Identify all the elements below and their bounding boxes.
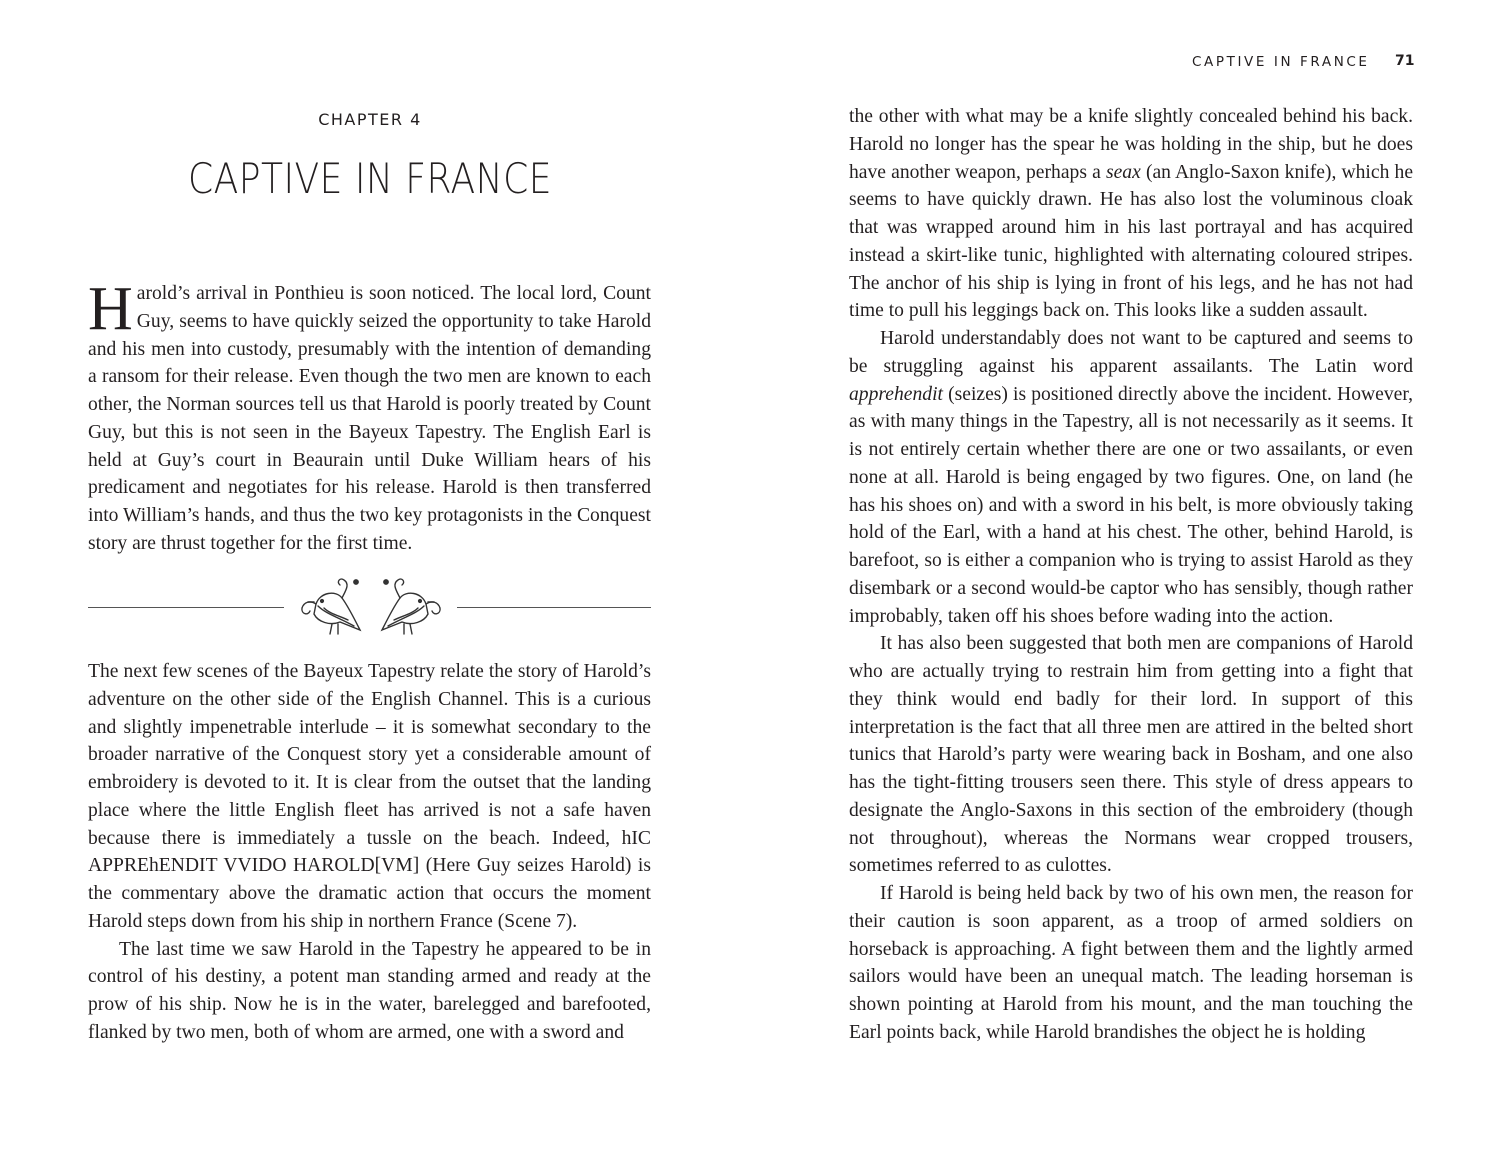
- right-page: [750, 0, 1500, 1151]
- page-number: 71: [1395, 53, 1415, 69]
- paragraph: It has also been suggested that both men are companions of Harold who are actually trying to restrain him from getting into a fight that they think would end badly for their lord. In support of this interpretation is the fact that all three men are attired in the belted short tunics that Harold’s party were wearing back in Bosham, and one also has the tight-fitting trousers seen there. This style of dress appears to designate the Anglo-Saxons in this section of the embroidery (though not throughout), whereas the Normans wear cropped trousers, sometimes referred to as culottes.: [849, 633, 1413, 877]
- ornament-rule-left: [88, 607, 284, 608]
- running-head: CAPTIVE IN FRANCE: [1192, 54, 1370, 70]
- text-run: Harold understandably does not want to be captured and seems to be struggling against his apparent assailants. The Latin word: [849, 328, 1413, 377]
- paragraph: The last time we saw Harold in the Tapestry he appeared to be in control of his destiny, a potent man standing armed and ready at the prow of his ship. Now he is in the water, barelegged and barefooted, flanked by two men, both of whom are armed, one with a sword and: [88, 938, 651, 1043]
- opening-paragraph-text: arold’s arrival in Ponthieu is soon noticed. The local lord, Count Guy, seems to have quickly seized the opportunity to take Harold and his men into custody, presumably with the intention of demanding a ransom for their release. Even though the two men are known to each other, the Norman sources tell us that Harold is poorly treated by Count Guy, but this is not seen in the Bayeux Tapestry. The English Earl is held at Guy’s court in Beaurain until Duke William hears of his predicament and negotiates for his release. Harold is then transferred into William’s hands, and thus the two key protagonists in the Conquest story are thrust together for the first time.: [88, 283, 651, 554]
- text-run: (an Anglo-Saxon knife), which he seems to have quickly drawn. He has also lost the voluminous cloak that was wrapped around him in his last portrayal and has acquired instead a skirt-like tunic, highlighted with alternating coloured stripes. The anchor of his ship is lying in front of his legs, and he has not had time to pull his leggings back on. This looks like a sudden assault.: [849, 161, 1414, 322]
- text-run: the other with what may be a knife slightly concealed behind his back. Harold no longer has the spear he was holding in the ship, but he does have another weapon, perhaps a: [849, 106, 1413, 183]
- italic-term: seax: [1105, 161, 1141, 183]
- paragraph: The next few scenes of the Bayeux Tapestry relate the story of Harold’s adventure on the other side of the English Channel. This is a curious and slightly impenetrable interlude – it is somewhat secondary to the broader narrative of the Conquest story yet a considerable amount of embroidery is devoted to it. It is clear from the outset that the landing place where the little English fleet has arrived is not a safe haven because there is immediately a tussle on the beach. Indeed, hIC APPREhENDIT VVIDO HAROLD[VM] (Here Guy seizes Harold) is the commentary above the dramatic action that occurs the moment Harold steps down from his ship in northern France (Scene 7).: [88, 661, 651, 932]
- chapter-title: CAPTIVE IN FRANCE: [187, 154, 553, 203]
- paragraph: [849, 325, 1413, 630]
- bird-pair-ornament-icon: [296, 574, 446, 640]
- body-text-right: [849, 103, 1413, 1047]
- section-ornament: [88, 572, 651, 642]
- chapter-number: CHAPTER 4: [318, 110, 422, 129]
- ornament-rule-right: [457, 607, 651, 608]
- opening-paragraph: [88, 275, 651, 558]
- italic-term: apprehendit: [849, 383, 943, 405]
- body-text-left: [88, 658, 651, 1047]
- drop-cap: H: [88, 275, 133, 343]
- text-run: (seizes) is positioned directly above the incident. However, as with many things in the Tapestry, all is not necessarily as it seems. It is not entirely certain whether there are one or two assailants, or even none at all. Harold is being engaged by two figures. One, on land (he has his shoes on) and with a sword in his belt, is more obviously taking hold of the Earl, with a hand at his chest. The other, behind Harold, is barefoot, so is either a companion who is trying to assist Harold as they disembark or a second would-be captor who has sensibly, though rather improbably, taken off his shoes before wading into the action.: [849, 383, 1413, 627]
- paragraph: If Harold is being held back by two of his own men, the reason for their caution is soon apparent, as a troop of armed soldiers on horseback is approaching. A fight between them and the lightly armed sailors would have been an unequal match. The leading horseman is shown pointing at Harold from his mount, and the man touching the Earl points back, while Harold brandishes the object he is holding: [849, 883, 1413, 1043]
- paragraph: [849, 103, 1413, 325]
